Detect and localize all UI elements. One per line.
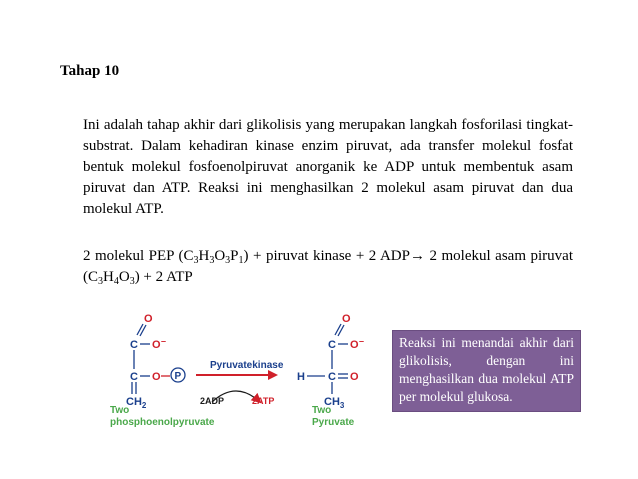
reaction-diagram [100,308,380,433]
reactant-structure [110,313,215,428]
product-carbon-2: C [328,371,336,383]
reactant-carbon-1: C [130,339,138,351]
product-oxygen-top: O [342,313,351,325]
product-hydrogen: H [297,371,305,383]
reactant-label-name: phosphoenolpyruvate [110,417,215,428]
product-ch3: $CH_3$ [324,396,345,410]
reactant-phosphorus: P [174,371,182,382]
section-heading: Tahap 10 [60,63,120,79]
reactant-oxygen-minus: O [152,339,161,351]
body-paragraph: Ini adalah tahap akhir dari glikolisis yang merupakan langkah fosforilasi tingkat-substrat. Dalam kehadiran kinase enzim piruvat, ada transfer molekul fosfat bentuk molekul fosfoenolpiruvat anorganik ke ADP untuk membentuk asam piruvat dan ATP. Reaksi ini menghasilkan 2 molekul asam piruvat dan dua molekul ATP. [83,117,573,217]
product-carbon-1: C [328,339,336,351]
product-minus: – [359,336,365,346]
product-oxygen-keto: O [350,371,359,383]
callout-note: Reaksi ini menandai akhir dari glikolisis, dengan ini menghasilkan dua molekul ATP per molekul glukosa. [392,330,581,412]
reaction-equation: 2 molekul PEP $(C_3H_3O_3P_1)$ + piruvat kinase + 2 ADP→ 2 molekul asam piruvat $(C_3H_4O_3) + 2$ ATP [83,248,573,287]
product-label-count: Two [312,405,332,416]
reactant-carbon-2: C [130,371,138,383]
enzyme-label: Pyruvatekinase [210,360,284,371]
reactant-ch2: $CH_2$ [126,396,147,410]
atp-label: 2ATP [252,396,275,406]
product-oxygen-minus: O [350,339,359,351]
reactant-oxygen-top: O [144,313,153,325]
reactant-minus: – [161,336,167,346]
product-label-name: Pyruvate [312,417,355,428]
reactant-oxygen-bridge: O [152,371,161,383]
enzyme-arrow [196,360,284,406]
reactant-label-count: Two [110,405,130,416]
adp-label: 2ADP [200,396,225,406]
product-structure [297,313,364,428]
